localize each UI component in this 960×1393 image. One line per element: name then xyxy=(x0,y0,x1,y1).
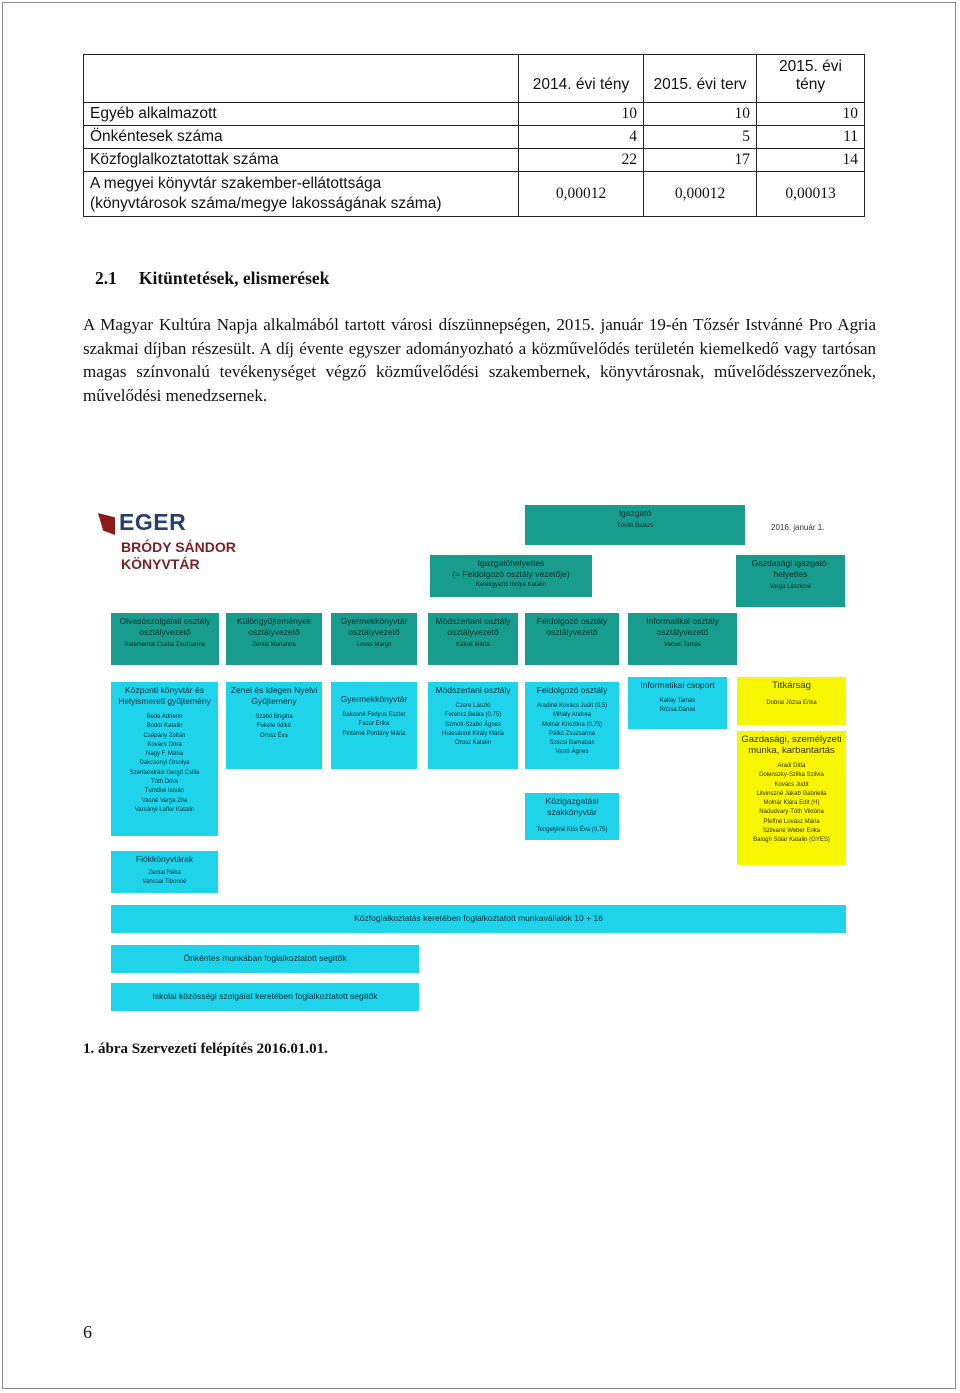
staff-name: Dakcsonyi Orsolya xyxy=(139,760,190,767)
bar-label: Közfoglalkoztatás keretében foglalkoztatott munkavállalók 10 + 16 xyxy=(354,913,603,923)
staff-name: Bakosné Fedyus Eszter xyxy=(342,712,406,718)
row-label: Önkéntesek száma xyxy=(84,126,519,149)
bar-volunteers xyxy=(111,945,419,973)
staff-name: Kallay Tamás xyxy=(659,698,696,704)
box-title: Informatikai osztály osztályvezető xyxy=(646,616,719,637)
staff-name: Bede Adrienn xyxy=(146,714,183,720)
page-number: 6 xyxy=(83,1322,92,1342)
box-admin-library xyxy=(525,793,619,840)
staff-name: Rózsa Dániel xyxy=(659,707,696,714)
box-person: Vecsei Tamás xyxy=(664,642,701,648)
staff-list xyxy=(428,702,518,748)
box-music-foreign xyxy=(226,682,322,769)
box-secretariat xyxy=(737,677,846,725)
table-row xyxy=(84,126,865,149)
box-methodology-dept xyxy=(428,682,518,769)
box-person: Zentai Marianna xyxy=(252,642,296,648)
staff-name: Hulesánné Király Mária xyxy=(441,730,505,737)
staff-list xyxy=(737,762,846,846)
box-head-children xyxy=(331,613,417,665)
staff-name: Mihály Andrea xyxy=(552,712,592,719)
cell-value: 0,00012 xyxy=(644,172,757,217)
box-person: Varga Lászlóné xyxy=(769,584,812,590)
table-header-2015-plan: 2015. évi terv xyxy=(644,55,757,103)
library-logo xyxy=(95,509,255,579)
box-title: Módszertani osztály xyxy=(435,685,511,695)
table-row xyxy=(84,149,865,172)
box-processing-dept xyxy=(525,682,619,769)
staff-list xyxy=(111,713,218,815)
staff-name: Ferencz Beáta (0,75) xyxy=(444,712,502,719)
box-title: Gazdasági igazgató-helyettes xyxy=(751,558,830,579)
box-director xyxy=(525,505,745,545)
cell-value: 10 xyxy=(757,103,865,126)
box-head-reader-services xyxy=(111,613,219,665)
staff-name: Aradi Ditta xyxy=(777,763,806,769)
cell-value: 4 xyxy=(519,126,644,149)
bar-label: Önkéntes munkában foglalkoztatott segítők xyxy=(183,953,347,963)
staff-name: Orosz Éva xyxy=(259,732,288,739)
staff-name: Tuműtei István xyxy=(144,788,185,795)
box-head-processing xyxy=(525,613,619,665)
box-central-library xyxy=(111,682,218,836)
box-children-library xyxy=(331,682,417,769)
bar-public-workers xyxy=(111,905,846,933)
staff-list xyxy=(331,711,417,739)
cell-value: 11 xyxy=(757,126,865,149)
table-row xyxy=(84,103,865,126)
staff-name: Zentai Réka xyxy=(148,870,181,876)
box-title: Feldolgozó osztály xyxy=(536,685,608,695)
bar-label: Iskolai közösségi szolgálat keretében foglalkoztatott segítők xyxy=(152,991,378,1001)
cell-value: 10 xyxy=(644,103,757,126)
box-person: Lovas Margit xyxy=(356,642,392,648)
box-branch-libraries xyxy=(111,851,218,893)
bar-school-service xyxy=(111,983,419,1011)
box-title: Feldolgozó osztály osztályvezető xyxy=(536,616,608,637)
staff-name: Csépány Zoltán xyxy=(143,732,186,739)
box-title: (= Feldolgozó osztály vezetője) xyxy=(452,569,570,579)
box-person: Kakuk Márta xyxy=(456,642,490,648)
box-title: Fiókkönyvtárak xyxy=(135,854,194,864)
staff-name: Pintérné Pordány Mária xyxy=(342,730,406,737)
cell-value: 0,00012 xyxy=(519,172,644,217)
staff-list xyxy=(111,869,218,888)
box-title: Módszertani osztály osztályvezető xyxy=(435,616,511,637)
cell-value: 17 xyxy=(644,149,757,172)
cell-value: 5 xyxy=(644,126,757,149)
staff-name: Szmolt-Szabó Ágnes xyxy=(444,721,502,728)
row-label: Közfoglalkoztatottak száma xyxy=(84,149,519,172)
cell-value: 22 xyxy=(519,149,644,172)
box-title: Gyermekkönyvtár osztályvezető xyxy=(340,616,408,637)
staff-name: Vasné Varga Zita xyxy=(141,797,188,804)
logo-line: BRÓDY SÁNDOR xyxy=(121,539,236,555)
box-title: Közigazgatási szakkönyvtár xyxy=(545,796,599,817)
staff-name: Orosz Katalin xyxy=(454,740,491,747)
section-number: 2.1 xyxy=(95,268,117,288)
box-title: Igazgató xyxy=(618,508,652,518)
staff-name: Vancsai Tibonné xyxy=(142,879,187,886)
staff-name: Bodor Katalin xyxy=(146,723,183,730)
table-header-2014-actual: 2014. évi tény xyxy=(519,55,644,103)
box-head-special-collections xyxy=(226,613,322,665)
figure-caption: 1. ábra Szervezeti felépítés 2016.01.01. xyxy=(83,1041,328,1057)
section-title: Kitüntetések, elismerések xyxy=(138,268,330,288)
box-title: Gyermekkönyvtár xyxy=(340,694,408,704)
box-it-group xyxy=(628,677,727,729)
box-person: Dobrai Józsa Erika xyxy=(766,700,817,706)
cell-value: 0,00013 xyxy=(757,172,865,217)
staff-name: Litvinszné Jakab Gabriella xyxy=(756,790,827,797)
row-label-line: A megyei könyvtár szakember-ellátottsága xyxy=(90,175,382,192)
table-header-2015-actual: 2015. évi tény xyxy=(757,55,865,103)
staff-name: Czere László xyxy=(455,703,491,709)
box-title: Zenei és Idegen Nyelvi Gyűjtemény xyxy=(230,685,318,706)
shield-icon xyxy=(98,513,115,535)
table-header-empty xyxy=(84,55,519,103)
row-label-line: (könyvtárosok száma/megye lakosságának száma) xyxy=(90,195,442,212)
staff-name: Tóth Dóra xyxy=(151,779,178,786)
staff-name: Pfeffné Lovász Mária xyxy=(763,818,820,825)
box-person: Kelemenné Csaba Zsuzsanna xyxy=(124,642,206,648)
cell-value: 14 xyxy=(757,149,865,172)
table-header-row xyxy=(84,55,865,103)
box-person: Tengelyiné Kiss Éva (0,75) xyxy=(536,827,608,833)
staff-name: Szilvané Weber Erika xyxy=(762,828,821,835)
staff-name: Nagy F. Mária xyxy=(145,751,183,758)
box-title: Olvasószolgálati osztály osztályvezető xyxy=(119,616,211,637)
section-heading xyxy=(95,268,329,289)
box-title: Gazdasági, személyzeti munka, karbantartás xyxy=(741,734,842,756)
box-person: Kerékgyártó Ibolya Katalin xyxy=(475,582,547,588)
staff-name: Balogh Sólár Katalin (GYES) xyxy=(753,837,830,844)
box-deputy-director xyxy=(430,555,592,597)
box-title: Igazgatóhelyettes xyxy=(477,558,545,568)
staff-name: Aradiné Kovács Judit (0,5) xyxy=(536,703,608,709)
box-title: Titkárság xyxy=(772,680,811,691)
staff-name: Nádudvary-Tóth Viktória xyxy=(759,809,824,816)
staff-name: Molnár Klára Edit (H) xyxy=(763,800,820,807)
row-label xyxy=(84,172,519,217)
box-economic-deputy xyxy=(736,555,845,607)
box-economic-staff xyxy=(737,731,846,865)
box-title: Különgyűjtemények osztályvezető xyxy=(236,616,312,637)
cell-value: 10 xyxy=(519,103,644,126)
box-title: Központi könyvtár és Helyismereti gyűjtemény xyxy=(118,685,211,706)
box-person: Tóvári Balázs xyxy=(616,523,654,529)
box-head-it xyxy=(628,613,737,665)
body-paragraph: A Magyar Kultúra Napja alkalmából tartott városi díszünnepségen, 2015. január 19-én Tőzsér Istvánné Pro Agria szakmai díjban részesült. A díj évente egyszer adományozható a közművelődés területén kiemelkedő vagy tartósan magas színvonalú tevékenységet végző közművelődési szakembernek, könyvtárosnak, művelődésszervezőnek, művelődési menedzsernek. xyxy=(83,315,876,405)
staff-name: Fekete Ildikó xyxy=(256,723,292,730)
staff-name: Varró Ágnes xyxy=(555,749,589,756)
org-chart xyxy=(95,495,865,1035)
staff-statistics-table xyxy=(83,54,865,217)
staff-list xyxy=(226,713,322,741)
staff-name: Dolenszky-Szilka Szilvia xyxy=(759,772,824,779)
logo-line: KÖNYVTÁR xyxy=(121,556,200,572)
staff-name: Szentandrási Gergő Csilla xyxy=(129,769,200,776)
staff-name: Pálkó Zsuzsanna xyxy=(548,730,596,737)
staff-name: Fazor Erika xyxy=(358,721,390,728)
staff-name: Varsányi Lafler Katalin xyxy=(134,806,195,813)
staff-name: Molnár Krisztina (0,75) xyxy=(541,721,603,728)
staff-name: Szécsi Barnabás xyxy=(549,740,595,747)
row-label: Egyéb alkalmazott xyxy=(84,103,519,126)
staff-name: Szabó Brigitta xyxy=(255,714,293,720)
staff-name: Kovács Judit xyxy=(774,781,809,788)
box-title: Informatikai csoport xyxy=(640,680,715,690)
staff-list xyxy=(525,702,619,758)
staff-name: Kovács Dóra xyxy=(147,741,182,748)
staff-list xyxy=(628,697,727,716)
chart-date: 2016. január 1. xyxy=(771,523,825,532)
box-head-methodology xyxy=(428,613,518,665)
logo-line: EGER xyxy=(119,509,187,535)
table-row xyxy=(84,172,865,217)
